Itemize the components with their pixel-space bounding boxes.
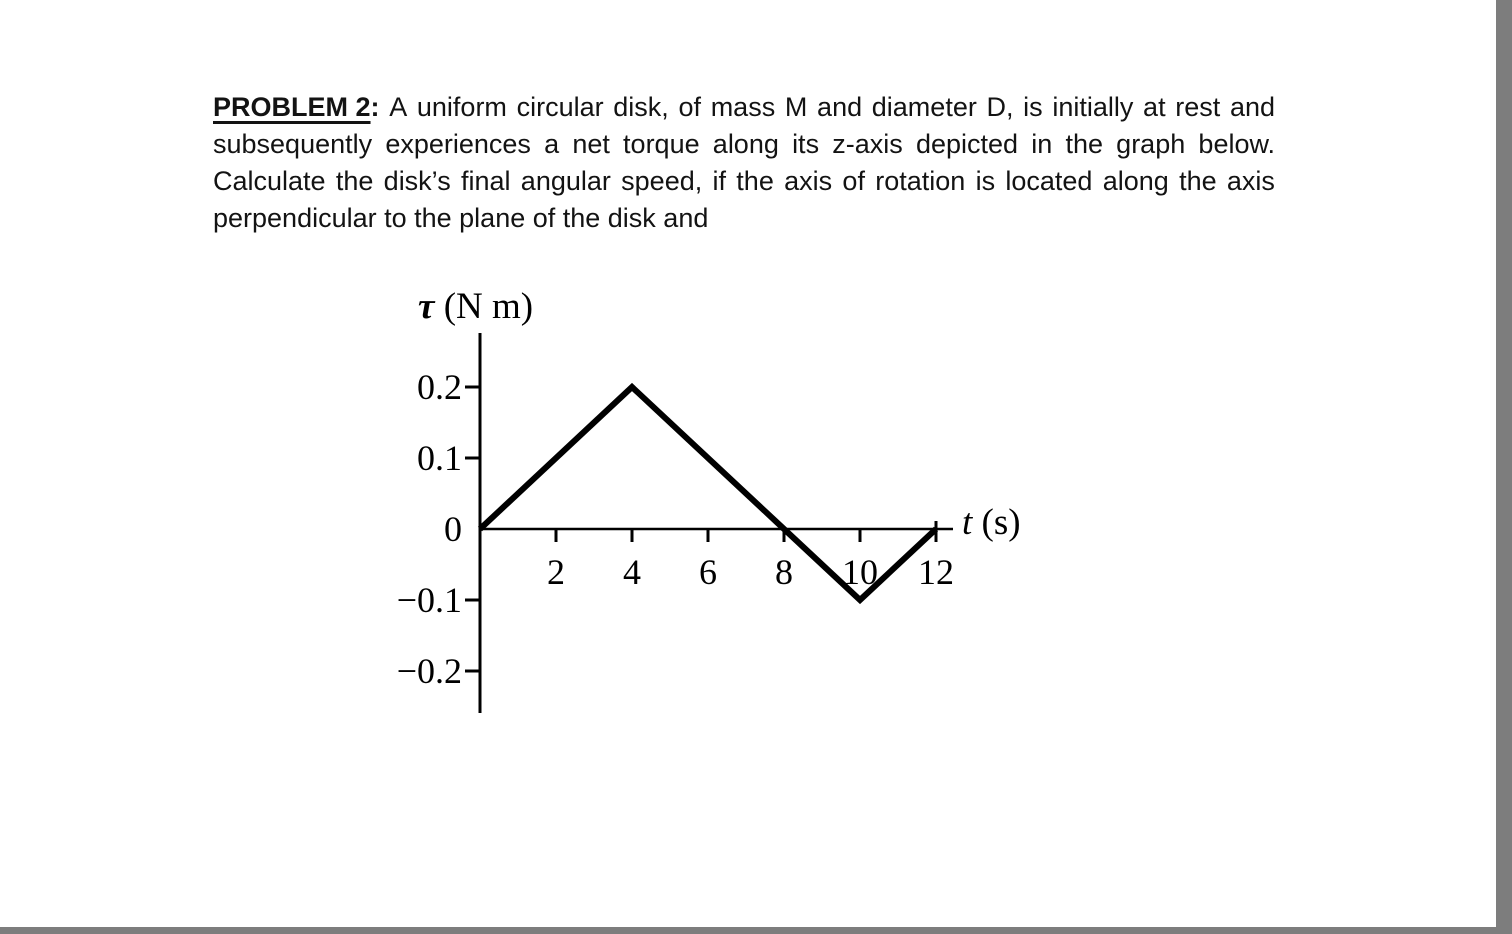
word: located (1005, 166, 1093, 196)
word: and (817, 92, 863, 122)
x-tick-label: 10 (842, 552, 878, 592)
word: of (842, 166, 865, 196)
problem-title-underlined: PROBLEM 2 (213, 92, 371, 122)
word: final (460, 166, 511, 196)
word: M (784, 92, 808, 122)
word: uniform (416, 92, 507, 122)
y-tick-label: −0.2 (396, 651, 462, 691)
y-tick-label: 0.1 (417, 438, 462, 478)
word: at (1143, 92, 1166, 122)
word: graph (1116, 129, 1186, 159)
word: along (712, 129, 779, 159)
x-tick-label: 12 (918, 552, 954, 592)
word: of (678, 92, 702, 122)
x-tick-label: 8 (775, 552, 793, 592)
word: mass (710, 92, 776, 122)
horizontal-scrollbar[interactable] (0, 927, 1512, 934)
word: and (1229, 92, 1275, 122)
word: disk, (613, 92, 669, 122)
word: net (572, 129, 610, 159)
x-axis-title: t (s) (962, 502, 1021, 543)
vertical-scrollbar[interactable] (1496, 0, 1512, 934)
word: diameter (871, 92, 977, 122)
word: in (1031, 129, 1053, 159)
word: angular (520, 166, 611, 196)
word: rest (1175, 92, 1221, 122)
y-tick-label: 0.2 (417, 367, 462, 407)
problem-title-colon: : (370, 92, 380, 122)
word: D, (986, 92, 1014, 122)
word: is (1023, 92, 1043, 122)
x-tick-label: 6 (699, 552, 717, 592)
word: torque (623, 129, 700, 159)
y-tick-label: −0.1 (396, 580, 462, 620)
word: axis (784, 166, 833, 196)
word: Calculate (213, 166, 326, 196)
word: axis (1226, 166, 1275, 196)
x-tick-label: 4 (623, 552, 641, 592)
x-tick-label: 2 (547, 552, 565, 592)
y-axis-title: τ (N m) (418, 286, 534, 327)
word: is (975, 166, 996, 196)
word: the (1179, 166, 1217, 196)
word: depicted (915, 129, 1019, 159)
word: the (335, 166, 374, 196)
word: speed, (621, 166, 703, 196)
word: a (544, 129, 560, 159)
y-tick-label: 0 (444, 509, 462, 549)
word: below. (1198, 129, 1275, 159)
word: A (389, 92, 408, 122)
word: circular (516, 92, 604, 122)
word: rotation (875, 166, 966, 196)
word: its (792, 129, 820, 159)
word: the (736, 166, 774, 196)
word: initially (1052, 92, 1134, 122)
word: if (712, 166, 727, 196)
word: subsequently (213, 129, 373, 159)
word: experiences (385, 129, 531, 159)
problem-line-4-text: perpendicular to the plane of the disk and (213, 203, 709, 233)
word: z-axis (832, 129, 903, 159)
word: the (1065, 129, 1103, 159)
word: disk’s (383, 166, 451, 196)
word: along (1102, 166, 1169, 196)
